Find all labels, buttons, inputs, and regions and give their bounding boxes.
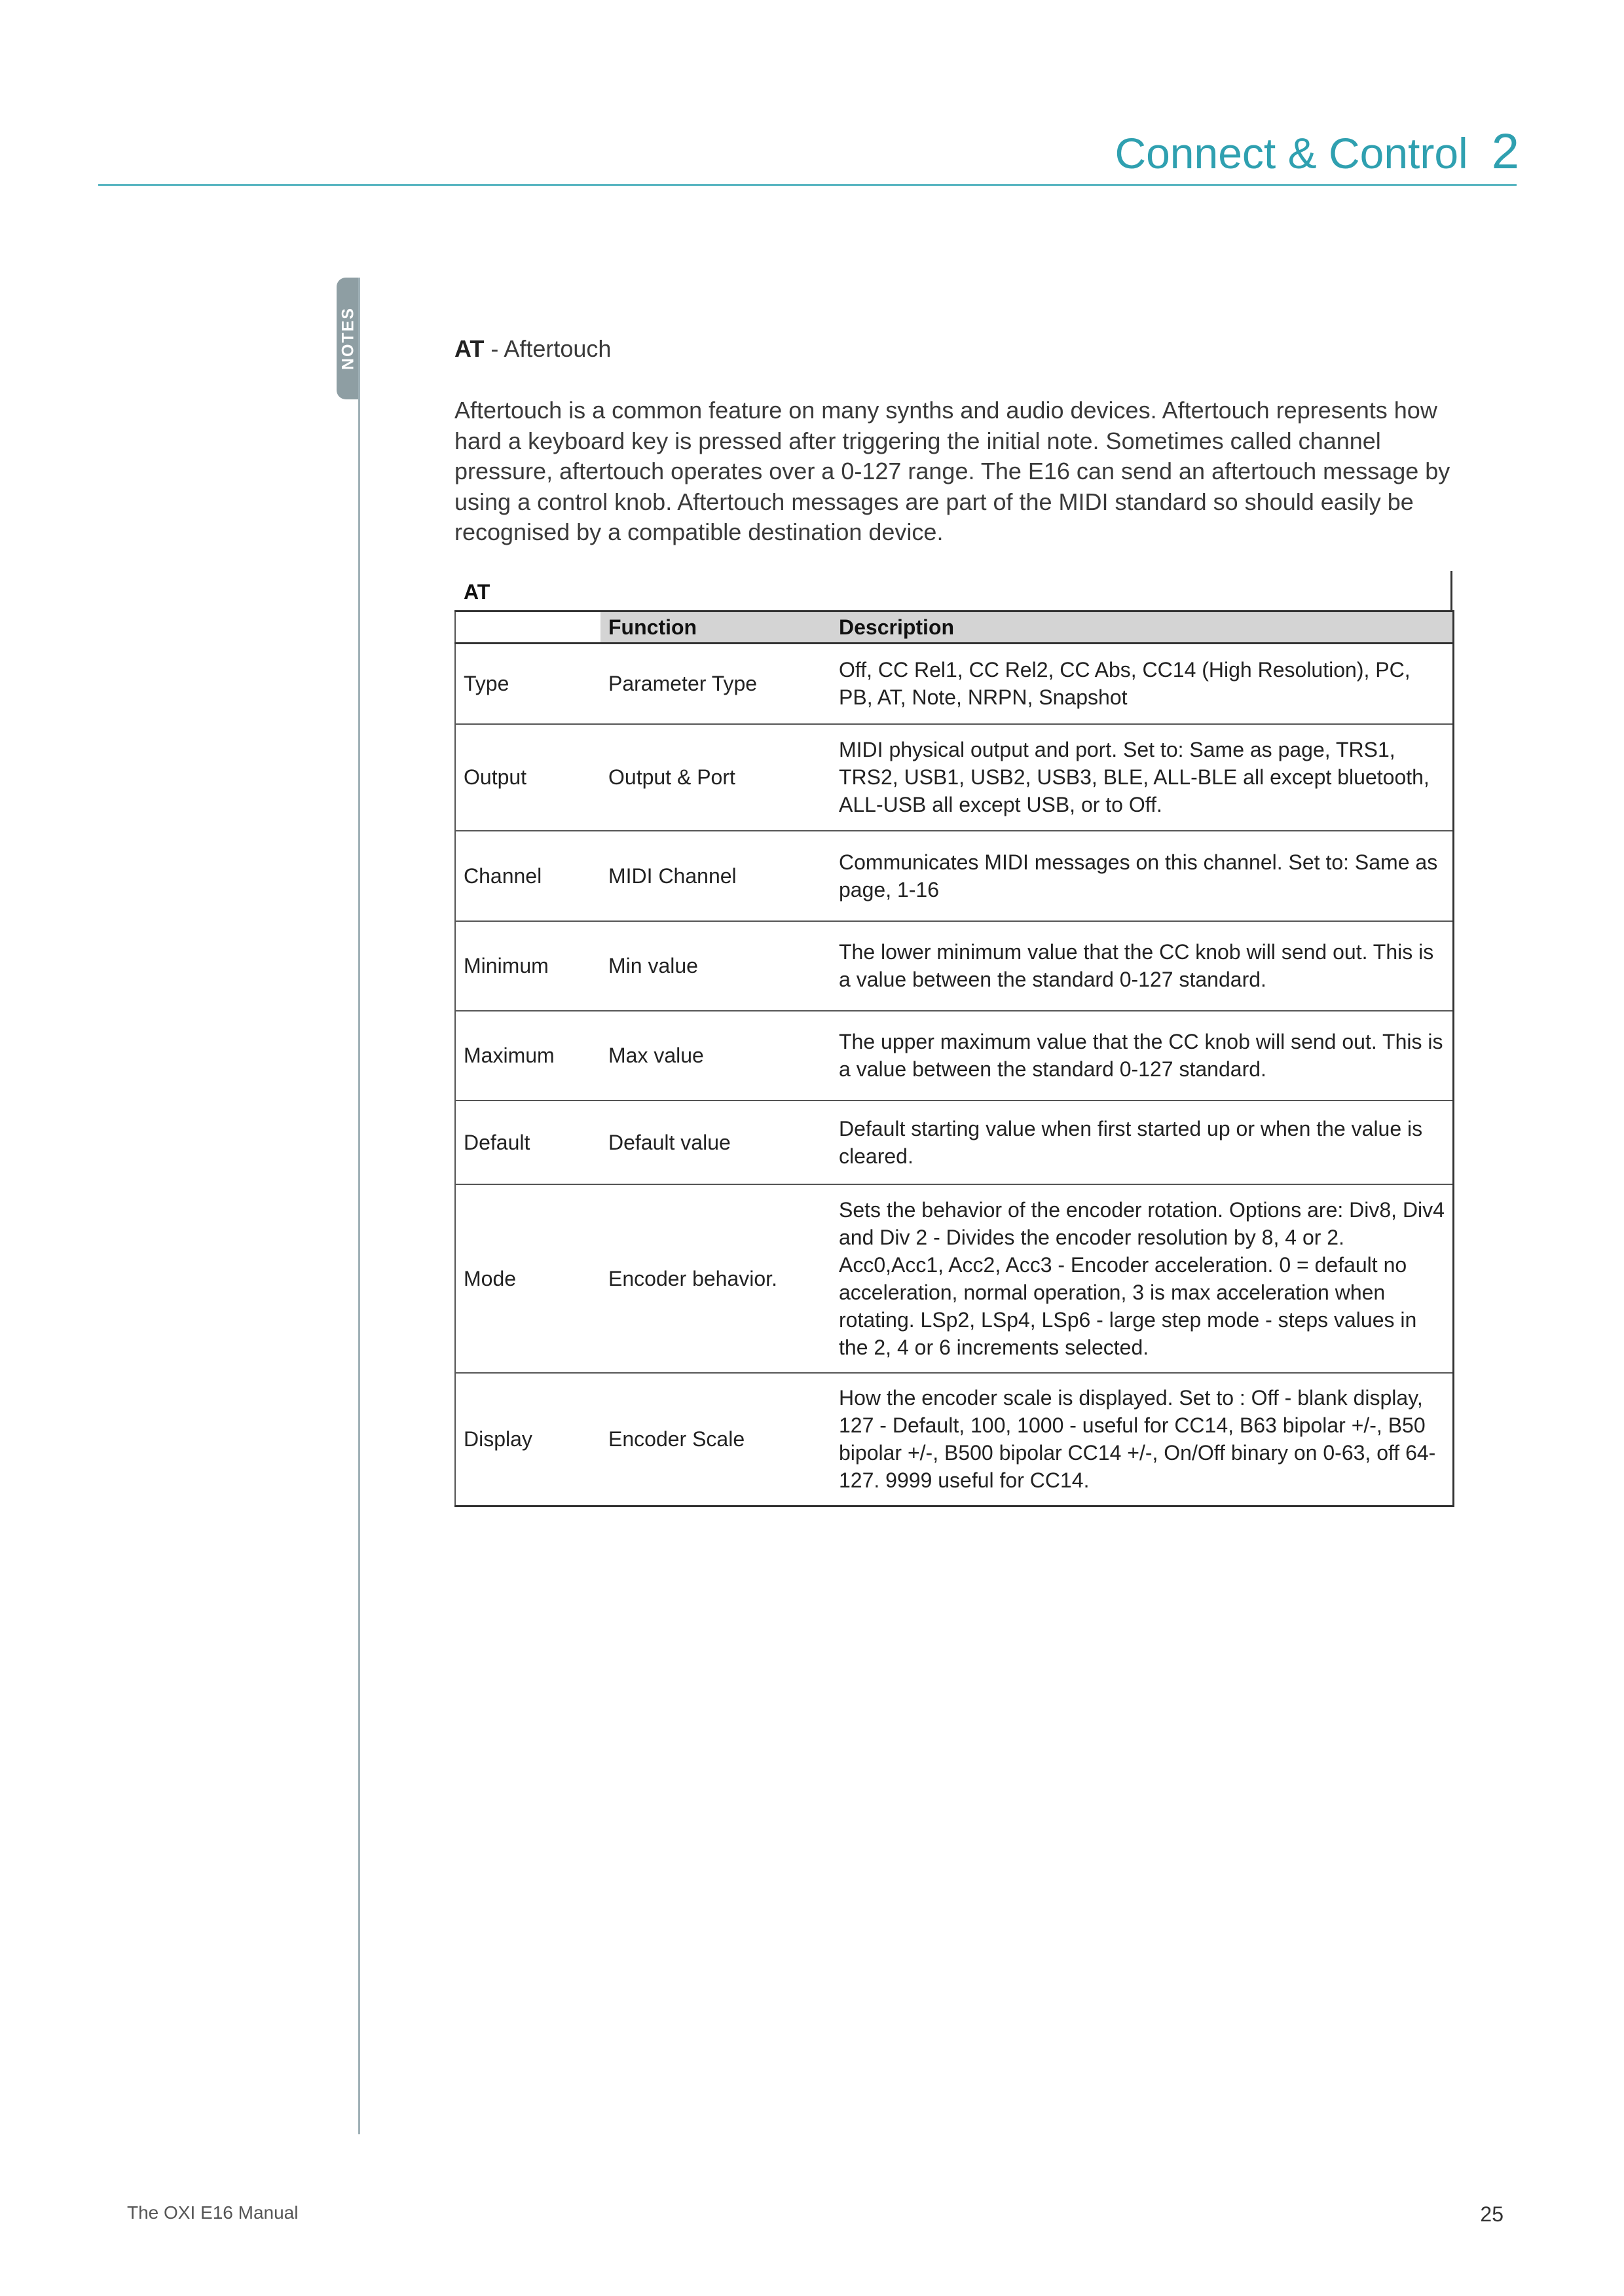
- table-row: [455, 921, 1453, 1011]
- description-cell: Sets the behavior of the encoder rotation. Options are: Div8, Div4 and Div 2 - Divides the encoder resolution by 8, 4 or 2. Acc0,Acc1, Acc2, Acc3 - Encoder acceleration. 0 = default no acceleration, normal operation, 3 is max acceleration when rotating. LSp2, LSp4, LSp6 - large step mode - steps values in the 2, 4 or 6 increments selected.: [831, 1184, 1453, 1373]
- intro-paragraph: Aftertouch is a common feature on many synths and audio devices. Aftertouch represents how hard a keyboard key is pressed after triggering the initial note. Sometimes called channel pressure, aftertouch operates over a 0-127 range. The E16 can send an aftertouch message by using a control knob. Aftertouch messages are part of the MIDI standard so should easily be recognised by a compatible destination device.: [454, 397, 1450, 545]
- table-header-row: [455, 611, 1453, 644]
- param-cell: Mode: [455, 1184, 600, 1373]
- description-cell: The upper maximum value that the CC knob will send out. This is a value between the standard 0-127 standard.: [831, 1011, 1453, 1101]
- param-cell: Output: [455, 724, 600, 831]
- table-row: [455, 1101, 1453, 1184]
- section-heading-bold: AT: [454, 335, 485, 362]
- table-row: [455, 724, 1453, 831]
- param-cell: Minimum: [455, 921, 600, 1011]
- footer-page-number: 25: [1480, 2202, 1504, 2226]
- table-row: [455, 1011, 1453, 1101]
- param-cell: Display: [455, 1373, 600, 1506]
- function-cell: Max value: [600, 1011, 831, 1101]
- function-cell: MIDI Channel: [600, 831, 831, 921]
- header-cell-empty: [455, 611, 600, 644]
- parameter-table: [454, 610, 1454, 1507]
- param-cell: Maximum: [455, 1011, 600, 1101]
- description-cell: Off, CC Rel1, CC Rel2, CC Abs, CC14 (High Resolution), PC, PB, AT, Note, NRPN, Snapshot: [831, 644, 1453, 724]
- description-cell: The lower minimum value that the CC knob will send out. This is a value between the standard 0-127 standard.: [831, 921, 1453, 1011]
- table-row: [455, 1373, 1453, 1506]
- function-cell: Parameter Type: [600, 644, 831, 724]
- header-divider: [98, 184, 1517, 186]
- description-cell: Communicates MIDI messages on this channel. Set to: Same as page, 1-16: [831, 831, 1453, 921]
- function-cell: Encoder Scale: [600, 1373, 831, 1506]
- chapter-number: 2: [1491, 124, 1519, 179]
- header-cell-description: Description: [831, 611, 1453, 644]
- header-cell-function: Function: [600, 611, 831, 644]
- function-cell: Default value: [600, 1101, 831, 1184]
- function-cell: Output & Port: [600, 724, 831, 831]
- footer-manual-title: The OXI E16 Manual: [127, 2202, 299, 2223]
- description-cell: MIDI physical output and port. Set to: Same as page, TRS1, TRS2, USB1, USB2, USB3, BLE, ALL-BLE all except bluetooth, ALL-USB all except USB, or to Off.: [831, 724, 1453, 831]
- param-cell: Default: [455, 1101, 600, 1184]
- notes-margin-line: [358, 278, 360, 2134]
- function-cell: Min value: [600, 921, 831, 1011]
- param-cell: Type: [455, 644, 600, 724]
- function-cell: Encoder behavior.: [600, 1184, 831, 1373]
- section-heading-text: - Aftertouch: [484, 335, 612, 362]
- table-title: AT: [454, 571, 1452, 610]
- table-row: [455, 644, 1453, 724]
- table-row: [455, 1184, 1453, 1373]
- section-heading: [454, 335, 611, 363]
- param-cell: Channel: [455, 831, 600, 921]
- description-cell: Default starting value when first started up or when the value is cleared.: [831, 1101, 1453, 1184]
- section-title: Connect & Control: [1115, 129, 1468, 177]
- notes-tab: [337, 278, 360, 399]
- notes-label: NOTES: [339, 306, 358, 371]
- table-row: [455, 831, 1453, 921]
- description-cell: How the encoder scale is displayed. Set to : Off - blank display, 127 - Default, 100, 1000 - useful for CC14, B63 bipolar +/-, B50 bipolar +/-, B500 bipolar CC14 +/-, On/Off binary on 0-63, off 64-127. 9999 useful for CC14.: [831, 1373, 1453, 1506]
- page-header: [1115, 123, 1519, 180]
